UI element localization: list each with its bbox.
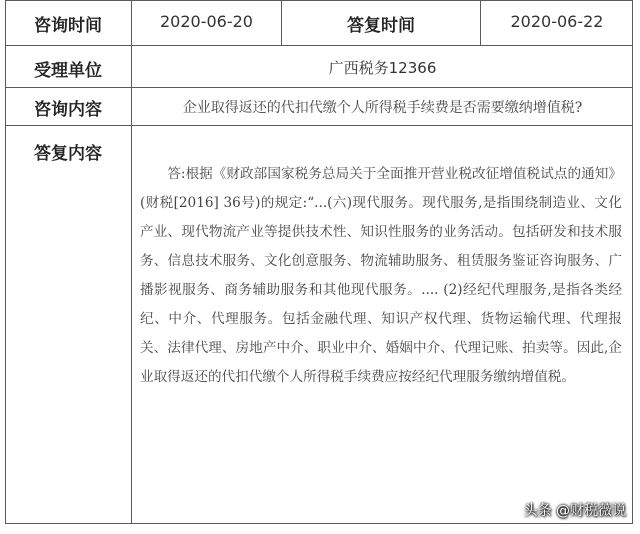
content-label: 咨询内容 [34, 100, 102, 120]
consult-time-value: 2020-06-20 [160, 12, 253, 31]
row-divider [6, 45, 632, 46]
reply-label: 答复内容 [34, 144, 102, 164]
reply-time-value: 2020-06-22 [510, 12, 604, 31]
unit-label: 受理单位 [34, 61, 102, 81]
row-divider [6, 125, 632, 126]
watermark [524, 500, 626, 520]
reply-content: 答:根据《财政部国家税务总局关于全面推开营业税改征增值税试点的通知》(财税[2016] 36号)的规定:“...(六)现代服务。现代服务,是指围绕制造业、文化产业、现代物流产业等提供技术性、知识性服务的业务活动。包括研发和技术服务、信息技术服务、文化创意服务、物流辅助服务、租赁服务鉴证咨询服务、广播影视服务、商务辅助服务和其他现代服务。.... (2)经纪代理服务,是指各类经纪、中介、代理服务。包括金融代理、知识产权代理、货物运输代理、代理报关、法律代理、房地产中介、职业中介、婚姻中介、代理记账、拍卖等。因此,企业取得返还的代扣代缴个人所得税手续费应按经纪代理服务缴纳增值税。 [140, 166, 622, 385]
reply-time-label: 答复时间 [347, 16, 415, 36]
row-divider [6, 87, 632, 88]
unit-value: 广西税务12366 [328, 59, 437, 77]
consult-time-label: 咨询时间 [34, 16, 102, 36]
watermark-text: 头条 @财税薇说 [523, 503, 626, 519]
content-value: 企业取得返还的代扣代缴个人所得税手续费是否需要缴纳增值税? [182, 100, 583, 116]
column-divider [131, 1, 132, 524]
